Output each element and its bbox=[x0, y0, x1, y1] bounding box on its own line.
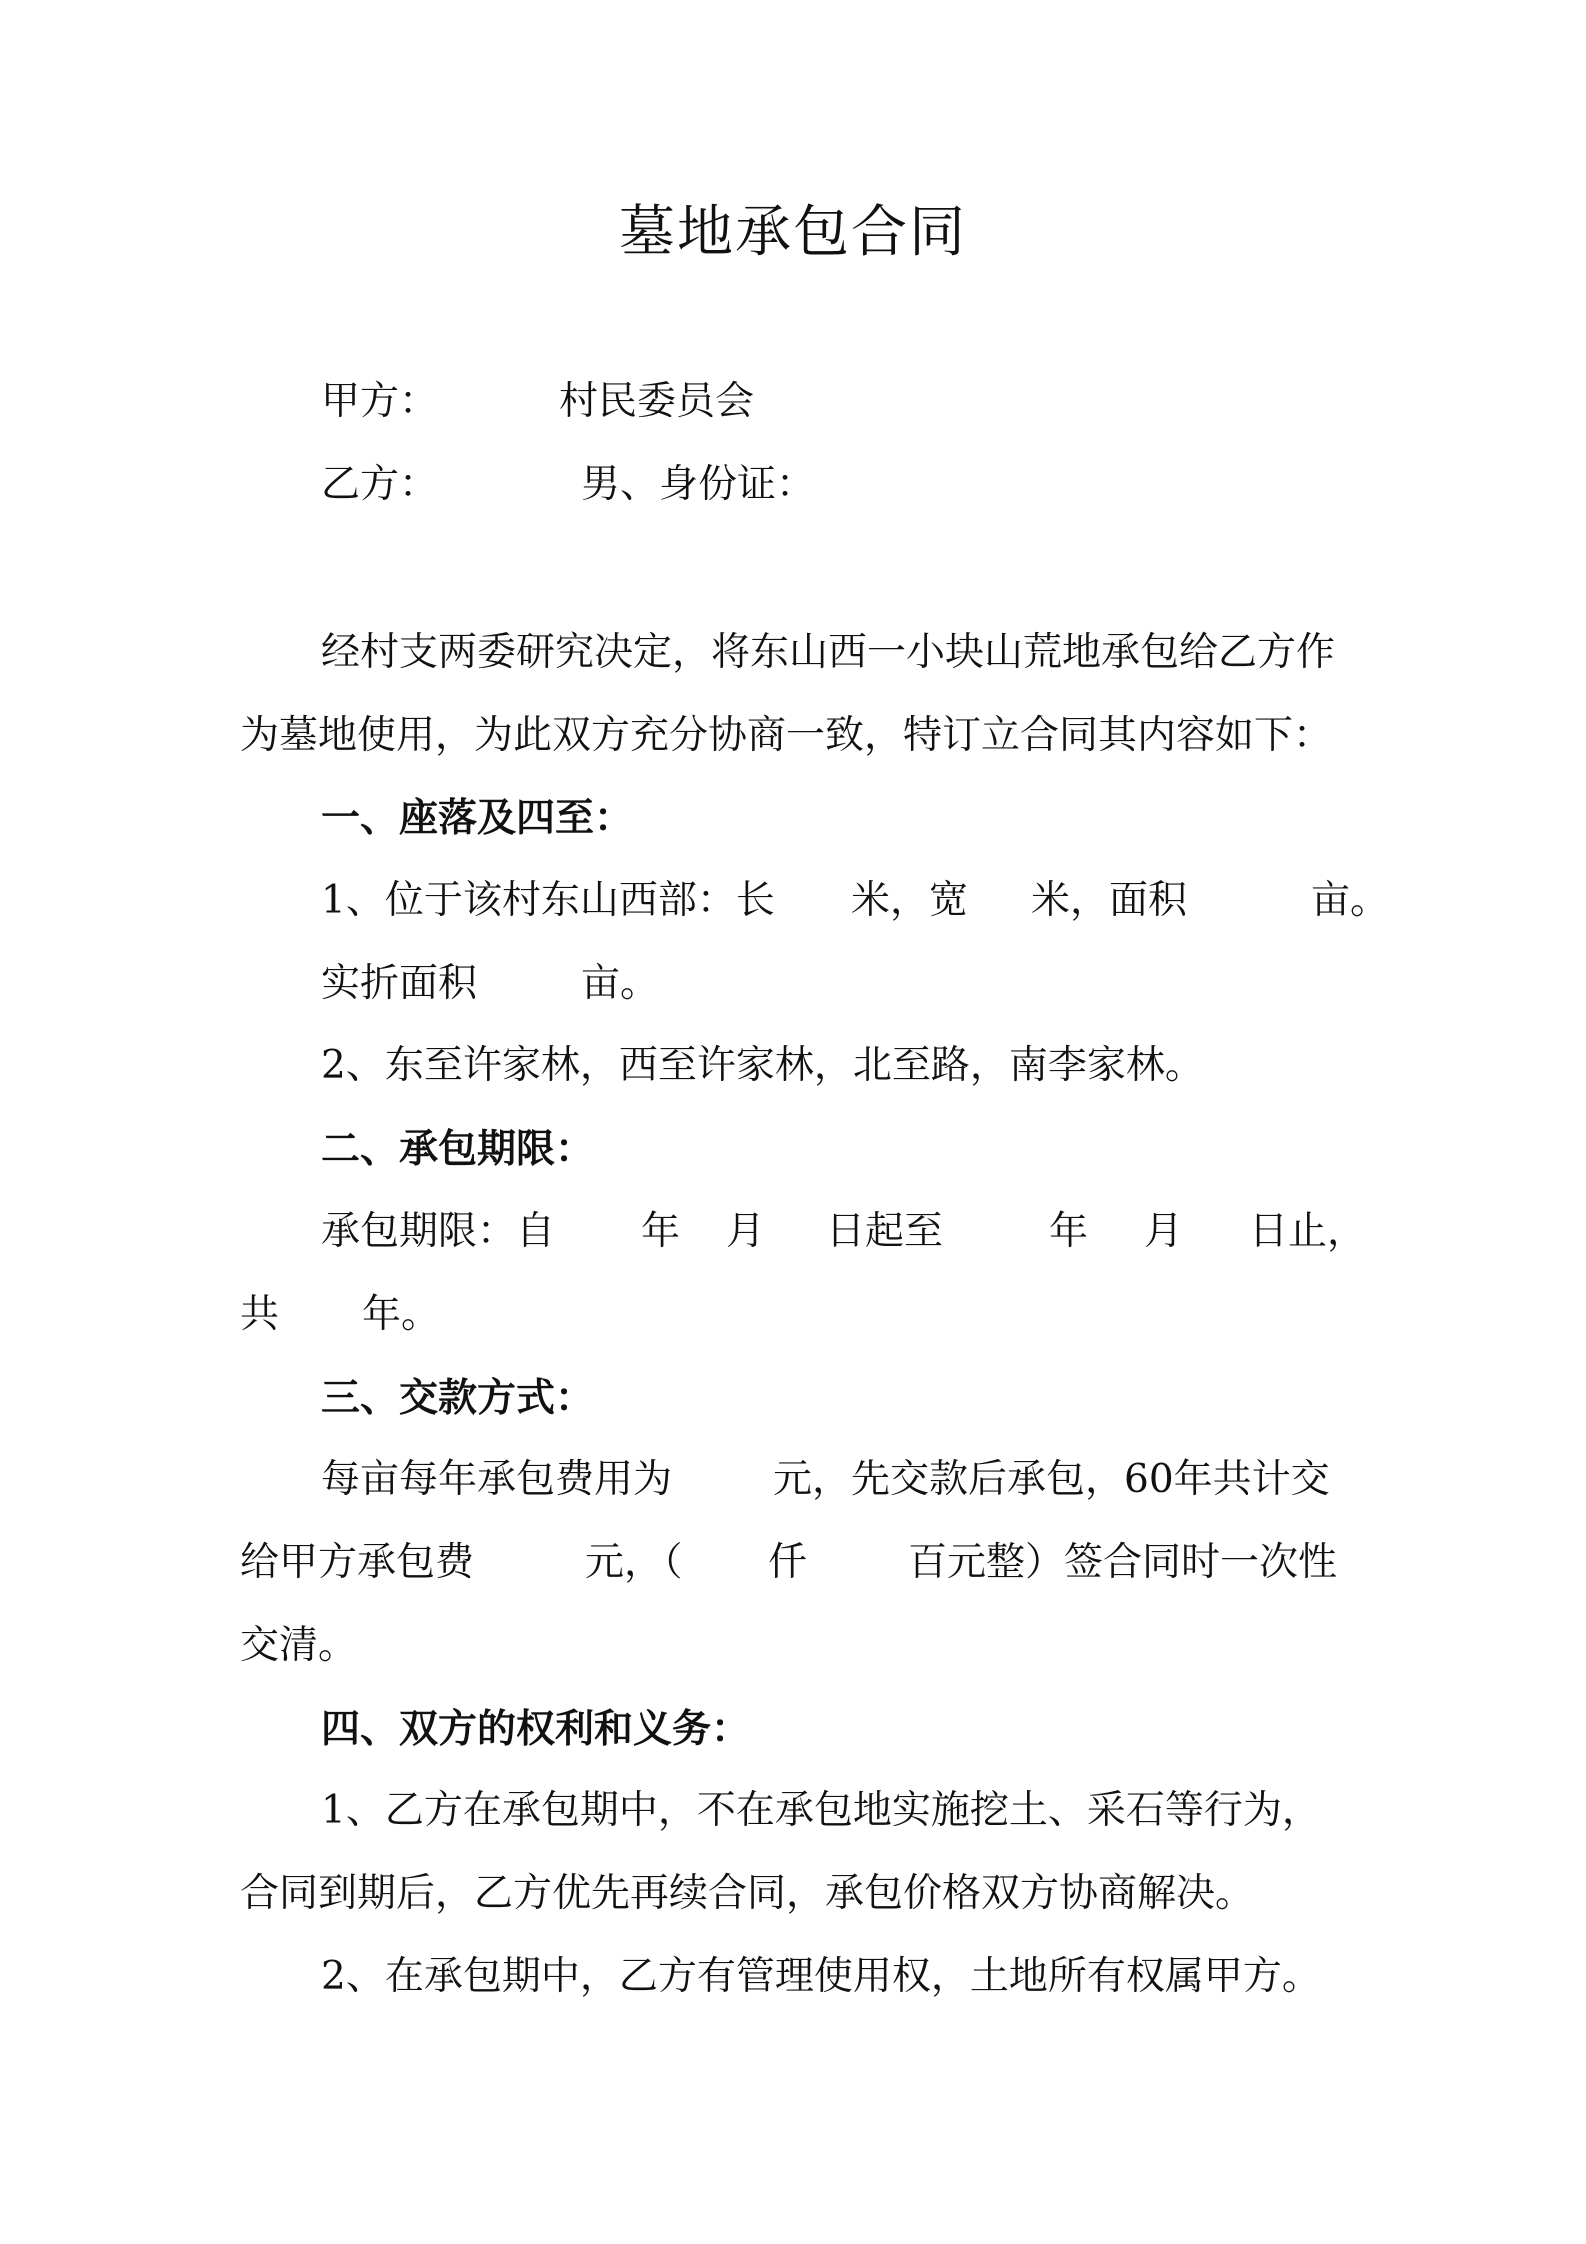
term-to-year: 年 bbox=[1049, 1209, 1089, 1254]
party-a-name: 村民委员会 bbox=[559, 379, 755, 424]
fee-per-mu-label: 每亩每年承包费用为 bbox=[321, 1457, 673, 1502]
intro-line-2: 为墓地使用，为此双方充分协商一致，特订立合同其内容如下： bbox=[240, 713, 1333, 758]
party-b-label: 乙方： bbox=[321, 462, 439, 507]
term-total-label: 共 bbox=[240, 1292, 280, 1337]
item-1-text-a: 1、位于该村东山西部：长 bbox=[321, 878, 775, 923]
section-3-heading: 三、交款方式： bbox=[321, 1375, 595, 1421]
term-to-day: 日止， bbox=[1249, 1209, 1367, 1254]
section-4-item-2: 2、在承包期中，乙方有管理使用权，土地所有权属甲方。 bbox=[321, 1954, 1321, 1999]
party-a-label: 甲方： bbox=[321, 379, 439, 424]
intro-line-1: 经村支两委研究决定，将东山西一小块山荒地承包给乙方作 bbox=[321, 630, 1336, 675]
section-3-line-3: 交清。 bbox=[240, 1623, 358, 1668]
section-1-item-2: 2、东至许家林，西至许家林，北至路，南李家林。 bbox=[321, 1043, 1204, 1088]
term-from-year: 年 bbox=[641, 1209, 681, 1254]
section-2-line-2 bbox=[240, 1285, 540, 1345]
section-2-line-1 bbox=[321, 1202, 1381, 1262]
section-1-heading: 一、座落及四至： bbox=[321, 795, 634, 841]
total-fee-thousand: 仟 bbox=[768, 1540, 808, 1585]
fee-per-mu-rest: 元，先交款后承包，60年共计交 bbox=[773, 1457, 1330, 1502]
item-1-text-d: 亩。 bbox=[1311, 878, 1390, 923]
term-total-unit: 年。 bbox=[362, 1292, 441, 1337]
term-from-day: 日起至 bbox=[826, 1209, 944, 1254]
section-4-heading: 四、双方的权利和义务： bbox=[321, 1706, 751, 1752]
actual-area-label: 实折面积 bbox=[321, 961, 478, 1006]
section-3-line-2 bbox=[240, 1533, 1340, 1593]
section-4-item-1-line-1: 1、乙方在承包期中，不在承包地实施挖土、采石等行为， bbox=[321, 1788, 1321, 1833]
party-b-detail: 男、身份证： bbox=[581, 462, 816, 507]
term-to-month: 月 bbox=[1144, 1209, 1184, 1254]
total-fee-unit: 元，（ bbox=[585, 1540, 683, 1585]
actual-area-unit: 亩。 bbox=[581, 961, 660, 1006]
section-2-heading: 二、承包期限： bbox=[321, 1126, 595, 1172]
section-4-item-1-line-2: 合同到期后，乙方优先再续合同，承包价格双方协商解决。 bbox=[240, 1871, 1255, 1916]
term-from-month: 月 bbox=[726, 1209, 766, 1254]
total-fee-hundred: 百元整）签合同时一次性 bbox=[908, 1540, 1338, 1585]
party-a-line bbox=[321, 372, 1021, 432]
document-title: 墓地承包合同 bbox=[619, 200, 967, 265]
party-b-line bbox=[321, 455, 1021, 515]
section-1-item-1b bbox=[321, 954, 721, 1014]
item-1-text-c: 米，面积 bbox=[1031, 878, 1188, 923]
term-from-label: 承包期限：自 bbox=[321, 1209, 556, 1254]
total-fee-label: 给甲方承包费 bbox=[240, 1540, 475, 1585]
section-1-item-1 bbox=[321, 871, 1390, 931]
section-3-line-1 bbox=[321, 1450, 1341, 1510]
item-1-text-b: 米，宽 bbox=[851, 878, 969, 923]
